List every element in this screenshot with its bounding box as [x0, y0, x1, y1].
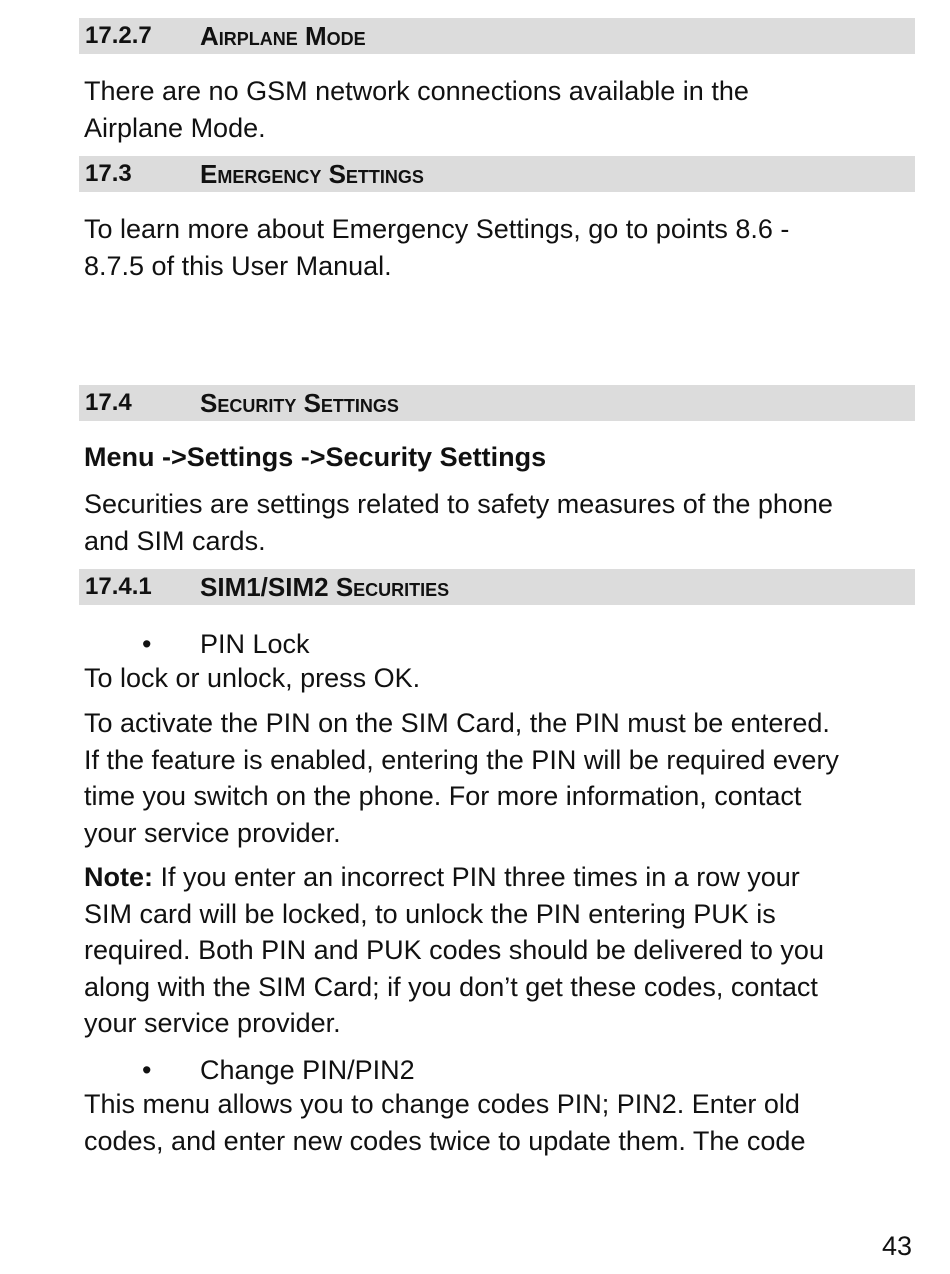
section-heading-17-3 [79, 156, 915, 192]
bullet-text: PIN Lock [200, 629, 310, 659]
text-line: your service provider. [84, 1008, 341, 1038]
text-line: To learn more about Emergency Settings, go to points 8.6 - [84, 214, 790, 244]
section-heading-17-4 [79, 385, 915, 421]
bullet-icon: • [142, 1055, 152, 1085]
text-line: and SIM cards. [84, 525, 266, 556]
securities-paragraph [84, 486, 914, 559]
text-line: If the feature is enabled, entering the PIN will be required every [84, 744, 839, 775]
section-number: 17.2.7 [85, 22, 152, 49]
bullet-item-pin-lock [84, 626, 914, 662]
text-line: SIM card will be locked, to unlock the PIN entering PUK is [84, 898, 776, 929]
section-number: 17.4.1 [85, 573, 152, 600]
section-heading-17-4-1 [79, 569, 915, 605]
text-line: required. Both PIN and PUK codes should be delivered to you [84, 935, 824, 965]
text-line [84, 859, 914, 896]
emergency-paragraph [84, 211, 914, 284]
text-line: 8.7.5 of this User Manual. [84, 250, 392, 281]
text-line: your service provider. [84, 817, 341, 848]
page-number: 43 [881, 1231, 912, 1261]
text-line: Securities are settings related to safety measures of the phone [84, 489, 833, 519]
bullet-item-change-pin [84, 1052, 914, 1088]
menu-path [84, 439, 914, 476]
text-line: To lock or unlock, press OK. [84, 663, 421, 693]
text-line: codes, and enter new codes twice to update them. The code [84, 1125, 806, 1156]
note-paragraph [84, 859, 914, 1042]
note-label: Note: [84, 862, 153, 892]
text-line: To activate the PIN on the SIM Card, the PIN must be entered. [84, 708, 830, 738]
bullet-icon: • [142, 629, 152, 659]
section-title: Airplane Mode [200, 20, 366, 51]
section-title: SIM1/SIM2 Securities [200, 571, 450, 602]
text-line: time you switch on the phone. For more information, contact [84, 781, 802, 811]
text-line: There are no GSM network connections available in the [84, 76, 749, 106]
airplane-paragraph [84, 73, 914, 146]
note-text: If you enter an incorrect PIN three times in a row your [153, 862, 800, 892]
pin-lock-instruction [84, 660, 914, 697]
text-line: Menu ->Settings ->Security Settings [84, 442, 547, 472]
section-title: Security Settings [200, 387, 399, 418]
change-pin-paragraph [84, 1086, 914, 1159]
text-line: along with the SIM Card; if you don’t get these codes, contact [84, 971, 818, 1002]
text-line: Airplane Mode. [84, 112, 266, 143]
section-number: 17.4 [85, 389, 132, 416]
activate-paragraph [84, 705, 914, 851]
bullet-text: Change PIN/PIN2 [200, 1055, 415, 1085]
section-number: 17.3 [85, 160, 132, 187]
section-title: Emergency Settings [200, 158, 424, 189]
text-line: This menu allows you to change codes PIN; PIN2. Enter old [84, 1089, 800, 1119]
section-heading-17-2-7 [79, 18, 915, 54]
